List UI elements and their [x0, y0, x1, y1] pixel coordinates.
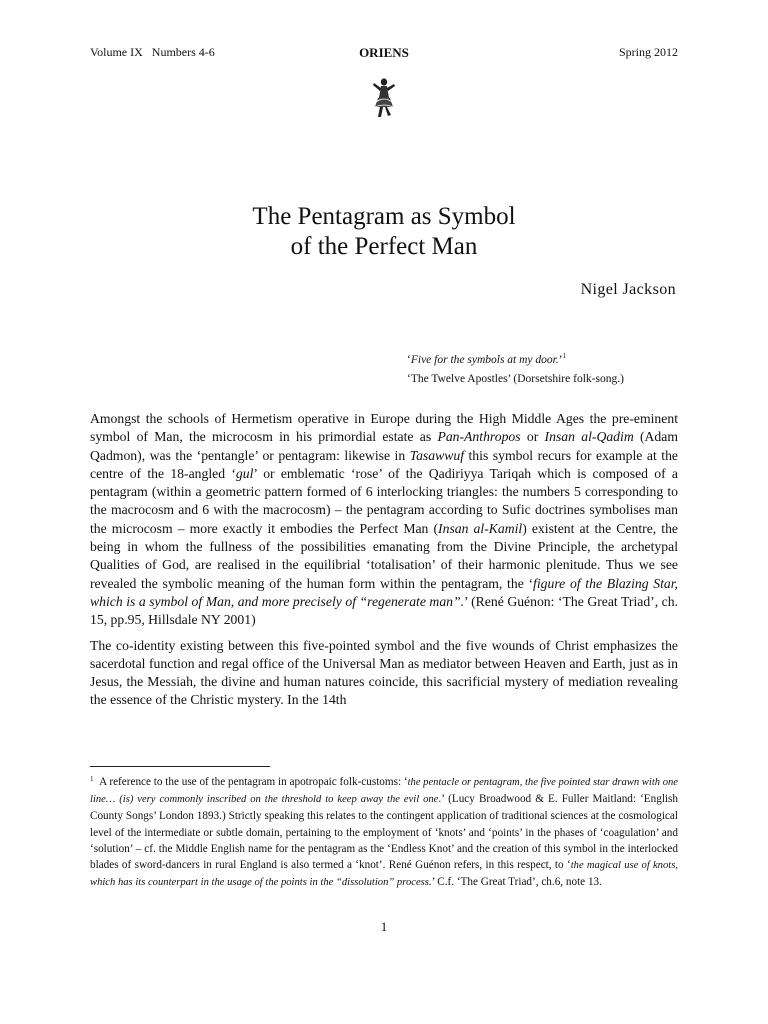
italic-term: Insan al-Qadim: [544, 429, 634, 445]
text-run: ’ (René Guénon: ‘The Great Triad’, ch. 15, pp.95, Hillsdale NY 2001): [90, 593, 679, 628]
title-line-1: The Pentagram as Symbol: [252, 203, 516, 230]
dancing-figure-icon: [372, 76, 396, 120]
text-run: or: [520, 429, 545, 445]
author-name: Nigel Jackson: [580, 281, 676, 298]
quote-open-mark: ‘: [407, 354, 411, 366]
epigraph-source: ‘The Twelve Apostles’ (Dorsetshire folk-song.): [407, 373, 624, 385]
footnote-divider: [90, 766, 270, 767]
text-run: ’ C.f. ‘The Great Triad’, ch.6, note 13.: [431, 876, 602, 889]
italic-term: Insan al-Kamil: [438, 520, 523, 536]
italic-term: Pan-Anthropos: [437, 429, 521, 445]
footnote-marker: 1: [90, 775, 94, 783]
text-run: (Adam Qadmon), was the ‘pentangle’ or pentagram: likewise in: [90, 429, 678, 463]
italic-term: gul: [235, 465, 254, 481]
title-line-2: of the Perfect Man: [290, 233, 478, 260]
journal-name: ORIENS: [359, 45, 409, 60]
running-header: [90, 45, 678, 63]
paragraph-1: [90, 410, 678, 630]
text-run: A reference to the use of the pentagram in apotropaic folk-customs: ‘: [99, 776, 408, 788]
article-title: [90, 202, 678, 262]
text-run: Amongst the schools of Hermetism operative in Europe during the High Middle Ages the pre-eminent symbol of Man, the microcosm in his primordial estate as: [90, 411, 678, 445]
quote-close-mark: ’: [558, 354, 563, 366]
italic-quotation: the pentacle or pentagram, the five pointed star drawn with one line… (is) very commonly inscribed on the threshold to keep away the evil one: [90, 777, 678, 806]
footnote-1: [90, 771, 678, 891]
paragraph-2: The co-identity existing between this five-pointed symbol and the five wounds of Christ emphasizes the sacerdotal function and regal office of the Universal Man as mediator between Heaven and Earth, just as in Jesus, the Messiah, the divine and human natures coincide, this sacrificial mystery of mediation revealing the essence of the Christic mystery. In the 14th: [90, 637, 678, 708]
text-run: ’ or emblematic ‘rose’ of the Qadiriyya Tariqah which is composed of a pentagram (within a geometric pattern formed of 6 interlocking triangles: the numbers 5 corresponding to the macrocosm and 6 with the macrocosm) – the pentagram according to Sufic doctrines symbolises man the microcosm – more exactly it embodies the Perfect Man (: [90, 465, 678, 536]
epigraph: [407, 347, 624, 389]
text-run: this symbol recurs for example at the centre of the 18-angled ‘: [90, 447, 678, 481]
italic-term: Tasawwuf: [409, 447, 464, 463]
text-run: ) existent at the Centre, the being in whom the fullness of the possibilities emanating from the Divine Principle, the archetypal Qualities of God, are realised in the equilibrial ‘totalisation’ of their harmonic plenitude. Thus we see revealed the symbolic meaning of the human form within the pentagram, the ‘: [90, 520, 678, 591]
text-run: .’ (Lucy Broadwood & E. Fuller Maitland: ‘English County Songs’ London 1893.) Strictly speaking this relates to the contingent application of traditional sciences at the cosmological level of the intermediate or subtle domain, pertaining to the employment of ‘knots’ and ‘points’ in the phases of ‘coagulation’ and ‘solution’ – cf. the Middle English name for the pentagram as the ‘Endless Knot’ and the creation of this symbol in the interlocked blades of sword-dancers in rural England is also termed a ‘knot’. René Guénon refers, in this respect, to ‘: [90, 793, 678, 872]
epigraph-quote-text: Five for the symbols at my door.: [410, 354, 559, 366]
issue-season: Spring 2012: [618, 45, 678, 59]
volume-info: Volume IX Numbers 4-6: [90, 45, 215, 59]
body-text: [90, 410, 678, 717]
footnote-reference[interactable]: 1: [562, 352, 567, 360]
epigraph-quote: [407, 347, 624, 370]
italic-quotation: the magical use of knots, which has its counterpart in the usage of the points in the “dissolution” process.: [90, 860, 678, 889]
page-number: 1: [380, 919, 388, 934]
italic-quotation: figure of the Blazing Star, which is a symbol of Man, and more precisely of “regenerate man”.: [90, 575, 678, 609]
